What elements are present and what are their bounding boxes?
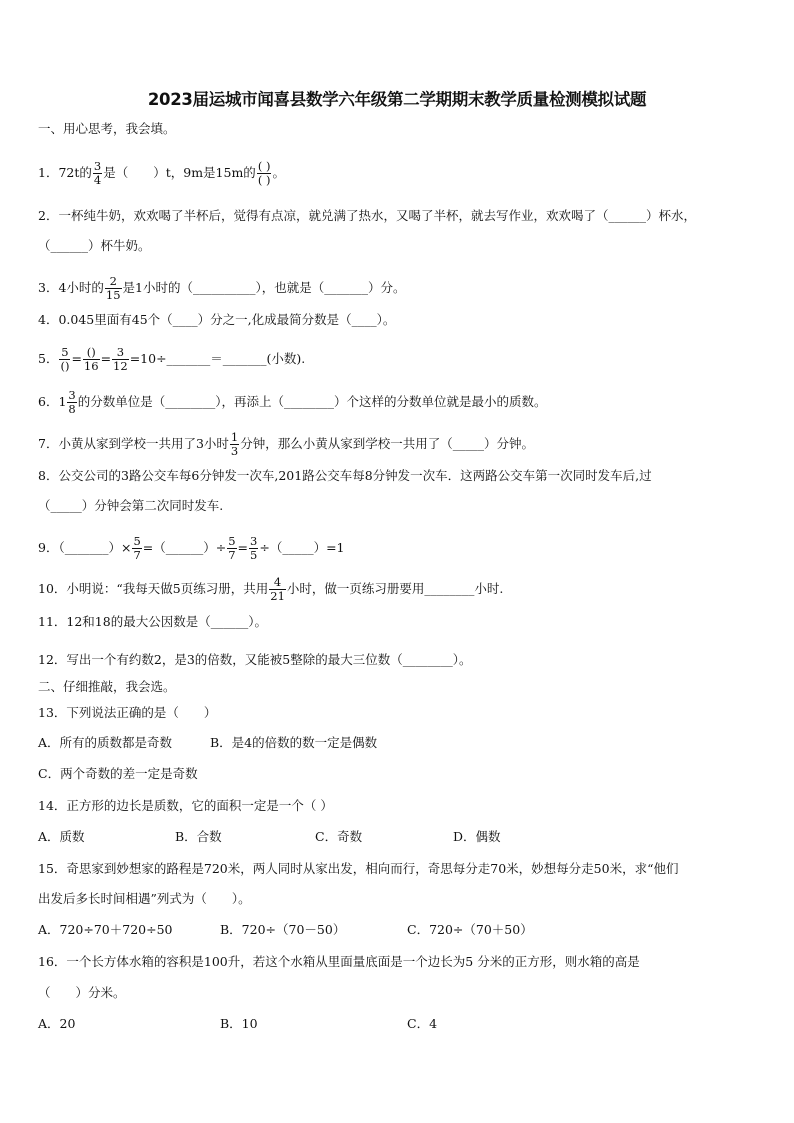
q3-text-b: 是1小时的（__________），也就是（_______）分。 (122, 280, 406, 295)
question-16-line-1: 16．一个长方体水箱的容积是100升，若这个水箱从里面量底面是一个边长为5 分米的正方形，则水箱的高是 (38, 954, 640, 969)
question-2-line-2: （______）杯牛奶。 (38, 238, 151, 253)
question-15-line-2: 出发后多长时间相遇”列式为（ ）。 (38, 891, 251, 906)
q16-option-a: A．20 (38, 1016, 76, 1031)
q9-text-d: ÷（_____）=1 (259, 540, 345, 555)
q1-fraction-1: $\frac{3}{4}$ (93, 159, 102, 187)
question-4: 4．0.045里面有45个（____）分之一,化成最简分数是（____）。 (38, 312, 396, 327)
question-6 (38, 389, 768, 416)
section-heading-choice: 二、仔细推敲，我会选。 (38, 679, 176, 694)
question-3 (38, 275, 768, 302)
question-15-options (38, 921, 768, 939)
q9-fraction-1: $\frac{5}{7}$ (133, 534, 141, 562)
q5-fraction-1: $\frac{5}{()}$ (60, 345, 70, 373)
q6-fraction: $\frac{3}{8}$ (68, 388, 76, 416)
question-15-line-1: 15．奇思家到妙想家的路程是720米，两人同时从家出发，相向而行，奇思每分走70米，妙想每分走50米，求“他们 (38, 861, 679, 876)
q10-fraction: $\frac{4}{21}$ (270, 575, 285, 603)
q5-fraction-3: $\frac{3}{12}$ (113, 345, 128, 373)
q15-option-a: A．720÷70＋720÷50 (38, 922, 173, 937)
question-14-options (38, 828, 768, 846)
q9-text-a: 9．（_______）× (38, 540, 132, 555)
q3-fraction: $\frac{2}{15}$ (105, 274, 121, 302)
question-13-options-ab (38, 734, 768, 752)
q16-option-b: B．10 (220, 1016, 258, 1031)
question-11: 11．12和18的最大公因数是（______）。 (38, 614, 267, 629)
q1-fraction-2: $\frac{( )}{( )}$ (257, 159, 271, 187)
q9-text-b: =（______）÷ (142, 540, 227, 555)
q14-option-a: A．质数 (38, 829, 85, 844)
q10-text-a: 10．小明说：“我每天做5页练习册，共用 (38, 581, 269, 596)
question-2-line-1: 2．一杯纯牛奶，欢欢喝了半杯后，觉得有点凉，就兑满了热水，又喝了半杯，就去写作业，欢欢喝了（______）杯水， (38, 208, 696, 223)
q13-option-c: C．两个奇数的差一定是奇数 (38, 766, 198, 781)
q5-text-a: 5． (38, 351, 59, 366)
q10-text-b: 小时，做一页练习册要用________小时. (286, 581, 504, 596)
q5-fraction-2: $\frac{()}{16}$ (83, 345, 99, 373)
q14-option-b: B．合数 (175, 829, 222, 844)
question-13-stem: 13．下列说法正确的是（ ） (38, 705, 217, 720)
question-5: 5． $\frac{5}{()}$ = $\frac{()}{16}$ = $\frac{3}{12}$ =10÷_______＝_______(小数). (38, 345, 306, 373)
q3-text-a: 3．4小时的 (38, 280, 104, 295)
q15-option-c: C．720÷（70＋50） (407, 922, 533, 937)
q9-fraction-3: $\frac{3}{5}$ (250, 534, 258, 562)
q1-text-c: 。 (272, 165, 285, 180)
q13-option-b: B．是4的倍数的数一定是偶数 (210, 735, 378, 750)
q14-option-d: D．偶数 (453, 829, 501, 844)
q1-text-a: 1．72t的 (38, 165, 92, 180)
question-8-line-1: 8．公交公司的3路公交车每6分钟发一次车,201路公交车每8分钟发一次车．这两路公交车第一次同时发车后,过 (38, 468, 652, 483)
question-16-line-2: （ ）分米。 (38, 985, 126, 1000)
question-10 (38, 576, 768, 603)
q9-fraction-2: $\frac{5}{7}$ (228, 534, 236, 562)
q14-option-c: C．奇数 (315, 829, 363, 844)
q15-option-b: B．720÷（70－50） (220, 922, 346, 937)
page-title: 2023届运城市闻喜县数学六年级第二学期期末教学质量检测模拟试题 (147, 90, 647, 109)
question-12: 12．写出一个有约数2，是3的倍数，又能被5整除的最大三位数（________）。 (38, 652, 472, 667)
q6-text-a: 6．1 (38, 394, 67, 409)
question-8-line-2: （_____）分钟会第二次同时发车. (38, 498, 224, 513)
q7-fraction: $\frac{1}{3}$ (230, 430, 239, 458)
q5-text-b: =10÷_______＝_______(小数). (129, 351, 306, 366)
section-heading-fill: 一、用心思考，我会填。 (38, 121, 176, 136)
q13-option-a: A．所有的质数都是奇数 (38, 735, 173, 750)
question-7 (38, 431, 768, 458)
question-16-options (38, 1015, 768, 1033)
q16-option-c: C．4 (407, 1016, 438, 1031)
q7-text-b: 分钟，那么小黄从家到学校一共用了（_____）分钟。 (240, 436, 535, 451)
q1-text-b: 是（ ）t，9m是15m的 (103, 165, 256, 180)
question-14-stem: 14．正方形的边长是质数，它的面积一定是一个（ ） (38, 798, 333, 813)
q7-text-a: 7．小黄从家到学校一共用了3小时 (38, 436, 229, 451)
q6-text-b: 的分数单位是（________），再添上（________）个这样的分数单位就是最小的质数。 (77, 394, 547, 409)
question-9: 9．（_______）× $\frac{5}{7}$ =（______）÷ $\frac{5}{7}$ = $\frac{3}{5}$ ÷（_____）=1 (38, 534, 345, 562)
question-1 (38, 160, 768, 187)
